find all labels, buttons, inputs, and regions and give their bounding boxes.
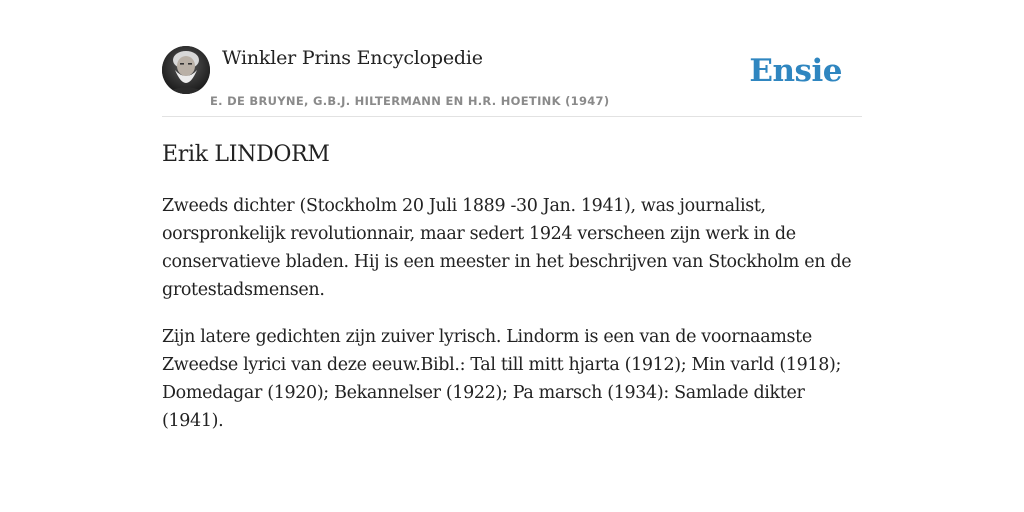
source-title[interactable]: Winkler Prins Encyclopedie bbox=[222, 47, 483, 69]
author-avatar[interactable] bbox=[162, 46, 210, 94]
article-paragraph: Zweeds dichter (Stockholm 20 Juli 1889 -30 Jan. 1941), was journalist, oorspronkelijk revolutionnair, maar sedert 1924 verscheen zijn werk in de conservatieve bladen. Hij is een meester in het beschrijven van Stockholm en de grotestadsmensen. bbox=[162, 196, 852, 300]
article-title: Erik LINDORM bbox=[162, 142, 330, 167]
author-portrait-icon bbox=[162, 46, 210, 94]
article bbox=[162, 140, 862, 435]
source-authors: E. DE BRUYNE, G.B.J. HILTERMANN EN H.R. HOETINK (1947) bbox=[210, 94, 610, 108]
article-paragraph: Zijn latere gedichten zijn zuiver lyrisch. Lindorm is een van de voornaamste Zweedse lyrici van deze eeuw.Bibl.: Tal till mitt hjarta (1912); Min varld (1918); Domedagar (1920); Bekannelser (1922); Pa marsch (1934): Samlade dikter (1941). bbox=[162, 327, 842, 431]
ensie-logo[interactable]: Ensie bbox=[749, 53, 842, 89]
source-header bbox=[162, 46, 862, 117]
